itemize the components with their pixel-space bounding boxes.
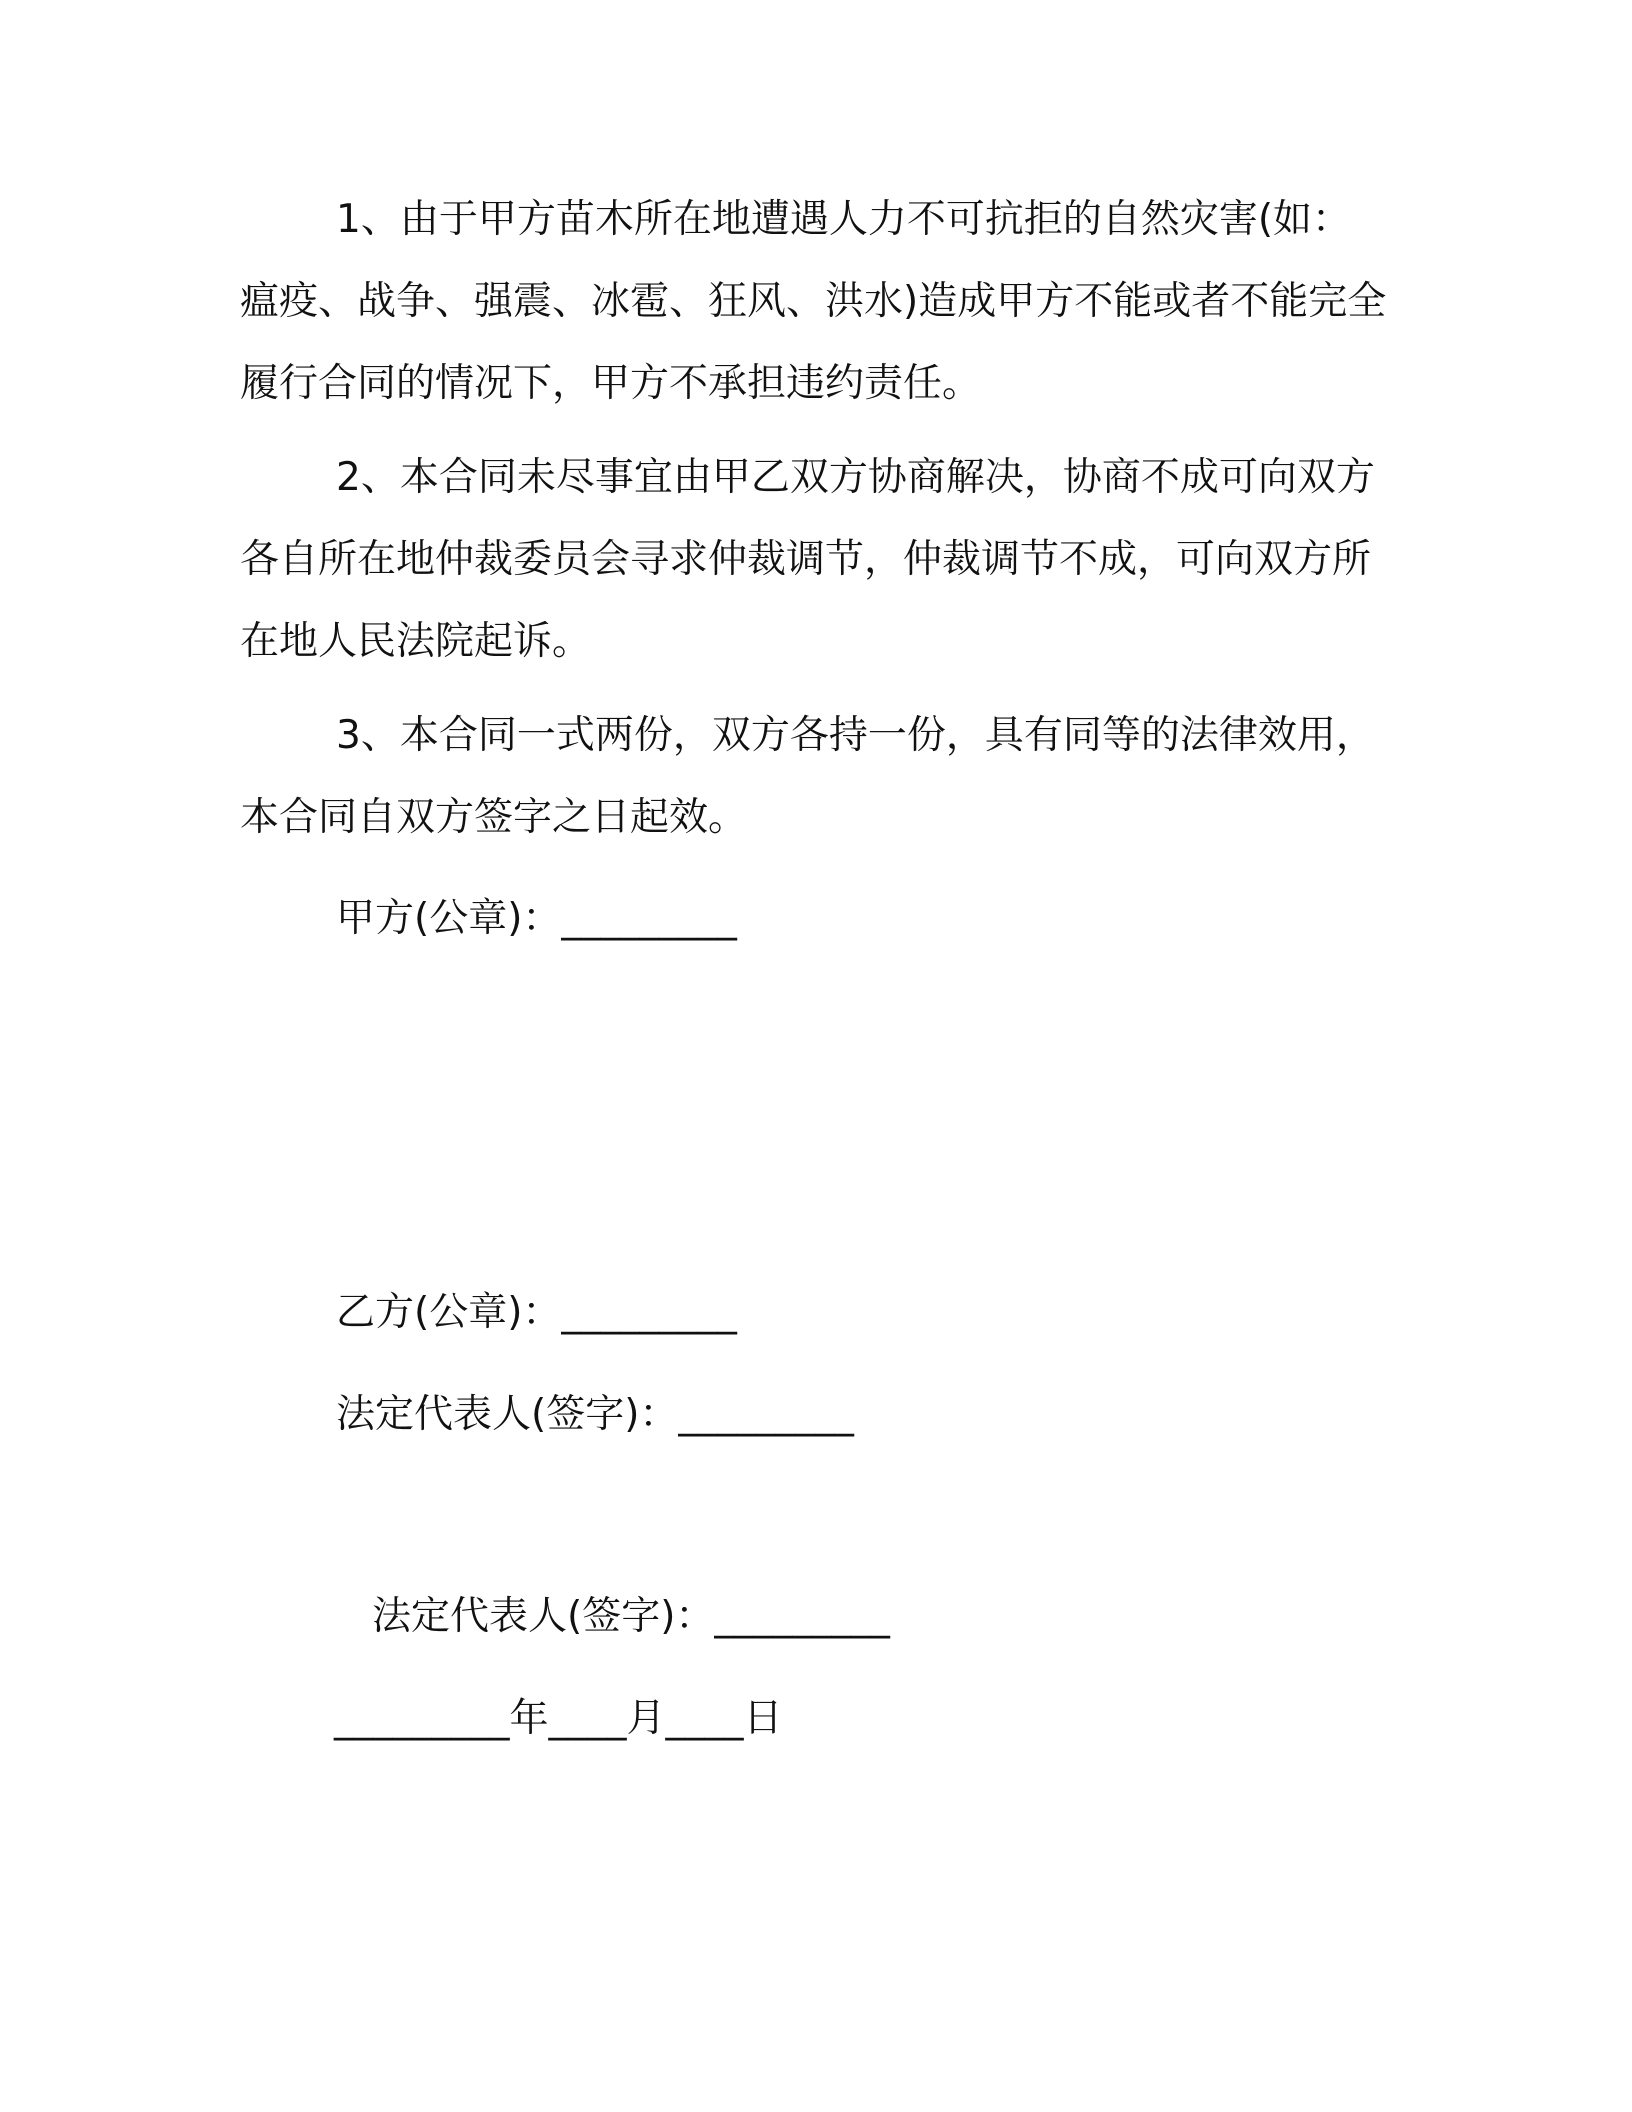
clause-3: 3、本合同一式两份，双方各持一份，具有同等的法律效用，本合同自双方签字之日起效。 bbox=[240, 713, 1375, 840]
clause-2: 2、本合同未尽事宜由甲乙双方协商解决，协商不成可向双方各自所在地仲裁委员会寻求仲裁调节，仲裁调节不成，可向双方所在地人民法院起诉。 bbox=[240, 455, 1375, 664]
party-a-seal-line: 甲方(公章)：_________ bbox=[336, 896, 737, 941]
legal-rep-signature-line-2: 法定代表人(签字)：_________ bbox=[372, 1594, 890, 1639]
clause-1: 1、由于甲方苗木所在地遭遇人力不可抗拒的自然灾害(如：瘟疫、战争、强震、冰雹、狂风、洪水)造成甲方不能或者不能完全履行合同的情况下，甲方不承担违约责任。 bbox=[240, 197, 1387, 406]
party-b-seal-line: 乙方(公章)：_________ bbox=[336, 1290, 737, 1335]
date-line: _________年____月____日 bbox=[334, 1696, 783, 1741]
legal-rep-signature-line-1: 法定代表人(签字)：_________ bbox=[336, 1392, 854, 1437]
